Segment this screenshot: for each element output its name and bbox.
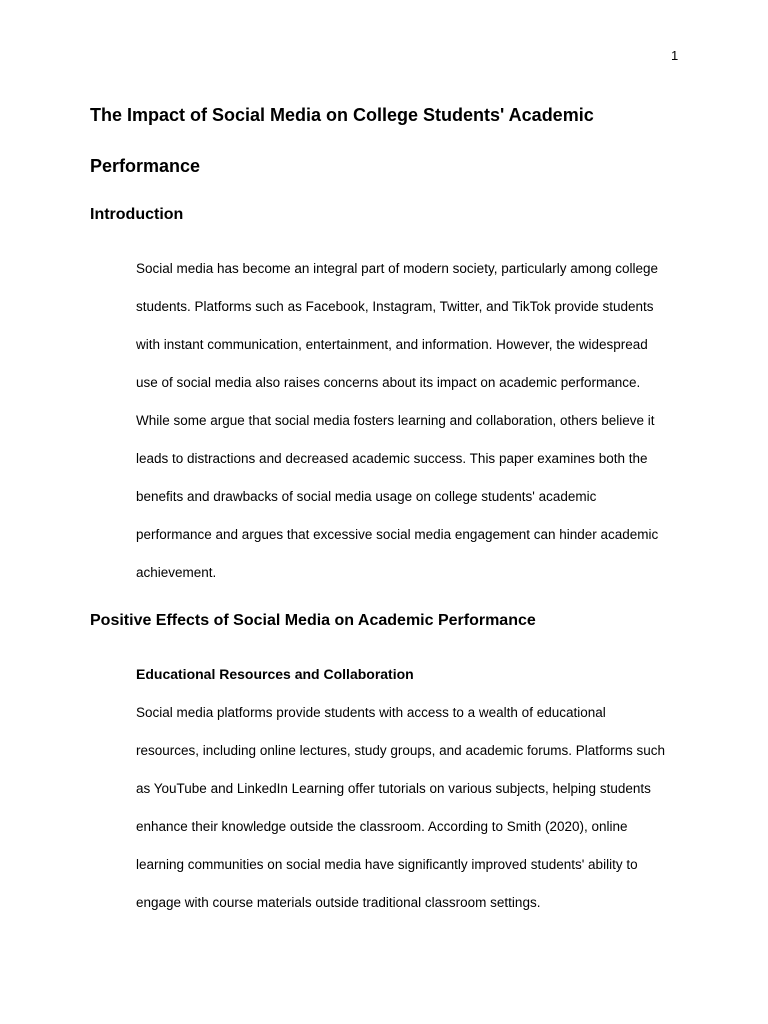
paragraph-line: Social media has become an integral part of modern society, particularly among college bbox=[136, 261, 659, 276]
paragraph-line: as YouTube and LinkedIn Learning offer tutorials on various subjects, helping students bbox=[136, 781, 651, 796]
educational-resources-paragraph bbox=[136, 694, 680, 922]
title-line: Performance bbox=[90, 156, 201, 176]
paragraph-line: students. Platforms such as Facebook, Instagram, Twitter, and TikTok provide students bbox=[136, 299, 654, 314]
paragraph-line: Social media platforms provide students with access to a wealth of educational bbox=[136, 705, 606, 720]
paragraph-line: with instant communication, entertainment, and information. However, the widespread bbox=[136, 337, 648, 352]
paragraph-line: benefits and drawbacks of social media usage on college students' academic bbox=[136, 489, 597, 504]
introduction-paragraph bbox=[136, 250, 680, 592]
paper-title bbox=[90, 90, 680, 192]
paragraph-line: enhance their knowledge outside the classroom. According to Smith (2020), online bbox=[136, 819, 628, 834]
paragraph-line: While some argue that social media fosters learning and collaboration, others believe it bbox=[136, 413, 655, 428]
introduction-heading: Introduction bbox=[90, 206, 184, 223]
educational-resources-subheading: Educational Resources and Collaboration bbox=[136, 666, 414, 682]
paragraph-line: learning communities on social media have significantly improved students' ability to bbox=[136, 857, 638, 872]
paragraph-line: achievement. bbox=[136, 565, 217, 580]
positive-effects-heading: Positive Effects of Social Media on Academic Performance bbox=[90, 612, 536, 629]
paragraph-line: resources, including online lectures, study groups, and academic forums. Platforms such bbox=[136, 743, 666, 758]
paragraph-line: performance and argues that excessive social media engagement can hinder academic bbox=[136, 527, 659, 542]
paragraph-line: leads to distractions and decreased academic success. This paper examines both the bbox=[136, 451, 648, 466]
page-number: 1 bbox=[671, 48, 679, 63]
paragraph-line: engage with course materials outside traditional classroom settings. bbox=[136, 895, 541, 910]
paragraph-line: use of social media also raises concerns about its impact on academic performance. bbox=[136, 375, 641, 390]
title-line: The Impact of Social Media on College Students' Academic bbox=[90, 105, 594, 125]
